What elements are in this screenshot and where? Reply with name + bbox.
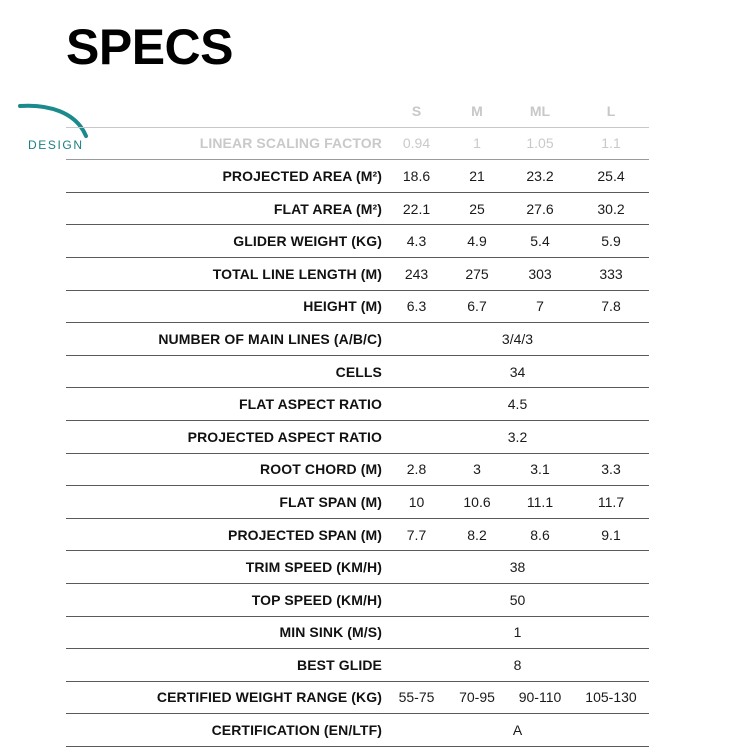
spec-label: GLIDER WEIGHT (KG) (66, 225, 386, 258)
page-title: SPECS (66, 19, 234, 75)
spec-value: 303 (507, 257, 573, 290)
spec-value: 243 (386, 257, 447, 290)
spec-value: 8.6 (507, 518, 573, 551)
spec-row (66, 355, 649, 388)
spec-row (66, 518, 649, 551)
spec-label: PROJECTED AREA (M²) (66, 160, 386, 193)
spec-value: 10.6 (447, 486, 507, 519)
spec-label: CELLS (66, 355, 386, 388)
spec-value: 9.1 (573, 518, 649, 551)
spec-label: HEIGHT (M) (66, 290, 386, 323)
spec-label: TRIM SPEED (KM/H) (66, 551, 386, 584)
spec-value: 8.2 (447, 518, 507, 551)
spec-value: 30.2 (573, 192, 649, 225)
spec-value: 7 (507, 290, 573, 323)
spec-row (66, 225, 649, 258)
spec-value: 3.1 (507, 453, 573, 486)
spec-label: CERTIFICATION (EN/LTF) (66, 714, 386, 747)
specs-table (66, 95, 649, 747)
spec-value: 25 (447, 192, 507, 225)
spec-value: 275 (447, 257, 507, 290)
spec-label: CERTIFIED WEIGHT RANGE (KG) (66, 681, 386, 714)
spec-row (66, 486, 649, 519)
spec-row (66, 323, 649, 356)
spec-value: 1.05 (507, 127, 573, 160)
spec-value: 7.8 (573, 290, 649, 323)
spec-row (66, 257, 649, 290)
spec-value: 3.2 (386, 420, 649, 453)
spec-value: 34 (386, 355, 649, 388)
spec-value: 27.6 (507, 192, 573, 225)
spec-value: 90-110 (507, 681, 573, 714)
spec-row (66, 388, 649, 421)
spec-value: 333 (573, 257, 649, 290)
spec-row (66, 583, 649, 616)
spec-value: 70-95 (447, 681, 507, 714)
spec-label: FLAT ASPECT RATIO (66, 388, 386, 421)
spec-row (66, 551, 649, 584)
spec-value: 3/4/3 (386, 323, 649, 356)
size-header: M (447, 95, 507, 127)
spec-value: 7.7 (386, 518, 447, 551)
spec-value: 105-130 (573, 681, 649, 714)
spec-value: 38 (386, 551, 649, 584)
spec-row (66, 649, 649, 682)
spec-value: 5.9 (573, 225, 649, 258)
spec-value: 1 (447, 127, 507, 160)
spec-value: 8 (386, 649, 649, 682)
spec-value: 0.94 (386, 127, 447, 160)
spec-value: 55-75 (386, 681, 447, 714)
spec-row (66, 127, 649, 160)
spec-value: 1.1 (573, 127, 649, 160)
spec-value: 11.7 (573, 486, 649, 519)
logo-text: DESIGN (28, 138, 84, 152)
size-header: L (573, 95, 649, 127)
spec-label: MIN SINK (M/S) (66, 616, 386, 649)
spec-value: 23.2 (507, 160, 573, 193)
spec-value: 3.3 (573, 453, 649, 486)
spec-label: LINEAR SCALING FACTOR (66, 127, 386, 160)
spec-value: 1 (386, 616, 649, 649)
specs-body (66, 127, 649, 746)
spec-label: TOP SPEED (KM/H) (66, 583, 386, 616)
spec-row (66, 420, 649, 453)
spec-value: 10 (386, 486, 447, 519)
spec-row (66, 714, 649, 747)
spec-value: 6.3 (386, 290, 447, 323)
spec-row (66, 290, 649, 323)
spec-value: 4.3 (386, 225, 447, 258)
spec-row (66, 616, 649, 649)
size-header: S (386, 95, 447, 127)
spec-value: 18.6 (386, 160, 447, 193)
spec-value: 21 (447, 160, 507, 193)
spec-row (66, 453, 649, 486)
spec-value: 22.1 (386, 192, 447, 225)
spec-label: BEST GLIDE (66, 649, 386, 682)
spec-label: ROOT CHORD (M) (66, 453, 386, 486)
spec-label: NUMBER OF MAIN LINES (A/B/C) (66, 323, 386, 356)
spec-value: 11.1 (507, 486, 573, 519)
size-header-row (66, 95, 649, 127)
spec-value: 2.8 (386, 453, 447, 486)
spec-row (66, 160, 649, 193)
spec-value: A (386, 714, 649, 747)
spec-row (66, 681, 649, 714)
spec-value: 3 (447, 453, 507, 486)
spec-label: PROJECTED ASPECT RATIO (66, 420, 386, 453)
spec-value: 6.7 (447, 290, 507, 323)
size-header: ML (507, 95, 573, 127)
spec-value: 4.9 (447, 225, 507, 258)
spec-label: TOTAL LINE LENGTH (M) (66, 257, 386, 290)
spec-value: 25.4 (573, 160, 649, 193)
spec-value: 4.5 (386, 388, 649, 421)
header-label-cell (66, 95, 386, 127)
spec-value: 5.4 (507, 225, 573, 258)
spec-value: 50 (386, 583, 649, 616)
spec-row (66, 192, 649, 225)
spec-label: FLAT SPAN (M) (66, 486, 386, 519)
spec-label: PROJECTED SPAN (M) (66, 518, 386, 551)
spec-label: FLAT AREA (M²) (66, 192, 386, 225)
